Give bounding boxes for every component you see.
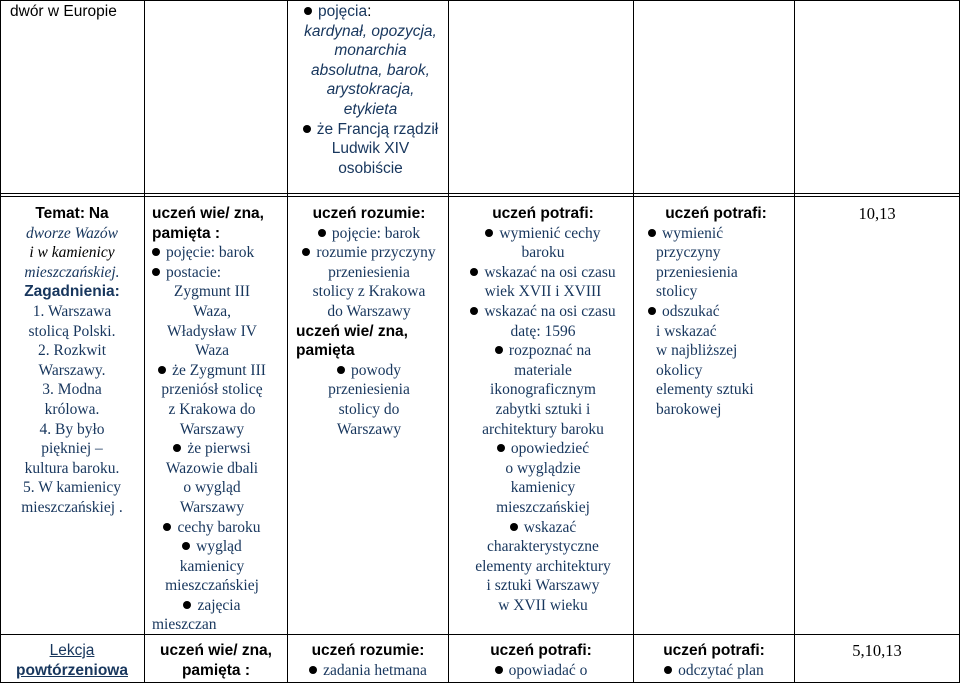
col-divider-0	[0, 0, 1, 683]
bullet-icon	[664, 666, 672, 674]
top-row-concepts-cell: pojęcia: kardynał, opozycja, monarchia absolutna, barok, arystokracja, etykieta że Francją rządził Ludwik XIV osobiście	[298, 2, 443, 178]
issues-list: 1. Warszawa stolicą Polski. 2. Rozkwit Warszawy. 3. Modna królowa. 4. By było piękniej – kultura baroku. 5. W kamienicy mieszczańskiej .	[21, 302, 123, 516]
lesson-title: dworze Wazów	[25, 224, 119, 242]
bullet-icon	[182, 542, 190, 550]
col-divider-5	[794, 0, 795, 683]
bullet-icon	[648, 229, 656, 237]
lesson-topic-cell: Temat: Na dworze Wazów i w kamienicy mieszczańskiej. Zagadnienia: 1. Warszawa stolicą Polski. 2. Rozkwit Warszawy. 3. Modna królowa. 4. By było piękniej – kultura baroku. 5. W kamienicy mieszczańskiej .	[2, 204, 142, 518]
col-divider-3	[448, 0, 449, 683]
review-pages-cell: 5,10,13	[852, 641, 902, 660]
bullet-icon	[163, 523, 171, 531]
review-lesson-cell: Lekcja powtórzeniowa	[2, 641, 142, 680]
bullet-icon	[304, 7, 312, 15]
bullet-icon	[495, 346, 503, 354]
bullet-icon	[495, 666, 503, 674]
bullet-icon	[309, 666, 317, 674]
advanced-skills-cell: uczeń potrafi: wymienić przyczyny przeniesienia stolicy odszukać i wskazać w najbliższej okolicy elementy sztuki barokowej	[640, 204, 792, 420]
top-row-topic-cell	[10, 2, 117, 22]
review-understanding-cell: uczeń rozumie: zadania hetmana	[290, 641, 446, 680]
bullet-icon	[485, 229, 493, 237]
advanced-skills-heading: uczeń potrafi:	[665, 205, 767, 222]
col-divider-1	[144, 0, 145, 683]
bullet-icon	[470, 268, 478, 276]
bullet-icon	[648, 307, 656, 315]
review-advanced-skills-cell: uczeń potrafi: odczytać plan	[663, 642, 765, 679]
topic-text: dwór w Europie	[10, 3, 117, 20]
bullet-icon	[303, 125, 311, 133]
bullet-icon	[173, 444, 181, 452]
temat-label: Temat:	[35, 205, 85, 222]
skills-cell: uczeń potrafi: wymienić cechy baroku wskazać na osi czasu wiek XVII i XVIII wskazać na osi czasu datę: 1596 rozpoznać na materiale ikonograficznym zabytki sztuki i architektury baroku opowiedzieć o wyglądzie kamienicy mieszczańskiej wskazać charakterystyczne elementy architektury i sztuki Warszawy w XVII wieku	[455, 204, 631, 615]
knowledge-heading: uczeń wie/ zna,	[152, 205, 264, 222]
understanding-heading: uczeń rozumie:	[312, 205, 426, 222]
bullet-icon	[470, 307, 478, 315]
concepts-list: kardynał, opozycja, monarchia absolutna, barok, arystokracja, etykieta	[304, 22, 437, 118]
concepts-label: pojęcia	[318, 3, 368, 20]
louis-xiv-item: że Francją rządził Ludwik XIV osobiście	[298, 120, 443, 179]
bullet-icon	[183, 601, 191, 609]
bullet-icon	[158, 366, 166, 374]
page-numbers: 10,13	[858, 204, 896, 223]
skills-heading: uczeń potrafi:	[492, 205, 594, 222]
bullet-icon	[152, 268, 160, 276]
bullet-icon	[337, 366, 345, 374]
knowledge-cell: uczeń wie/ zna, pamięta : pojęcie: barok postacie: Zygmunt III Waza, Władysław IV Waza że Zygmunt III przeniósł stolicę z Krakowa do Warszawy że pierwsi Wazowie dbali o wygląd Warszawy cechy baroku wygląd kamienicy mieszczańskiej zajęcia mieszczan	[152, 204, 284, 635]
review-lesson-label: Lekcja	[49, 642, 95, 659]
review-skills-cell: uczeń potrafi: opowiadać o	[490, 642, 592, 679]
bullet-icon	[152, 248, 160, 256]
zagadnienia-label: Zagadnienia:	[24, 283, 120, 301]
understanding-cell: uczeń rozumie: pojęcie: barok rozumie przyczyny przeniesienia stolicy z Krakowa do Warszawy uczeń wie/ zna, pamięta powody przeniesienia stolicy do Warszawy	[292, 204, 446, 439]
col-divider-2	[287, 0, 288, 683]
review-knowledge-cell: uczeń wie/ zna, pamięta :	[160, 642, 272, 679]
col-divider-4	[633, 0, 634, 683]
bullet-icon	[510, 523, 518, 531]
bullet-icon	[497, 444, 505, 452]
pages-cell	[796, 204, 958, 224]
bullet-icon	[318, 229, 326, 237]
bullet-icon	[302, 248, 310, 256]
